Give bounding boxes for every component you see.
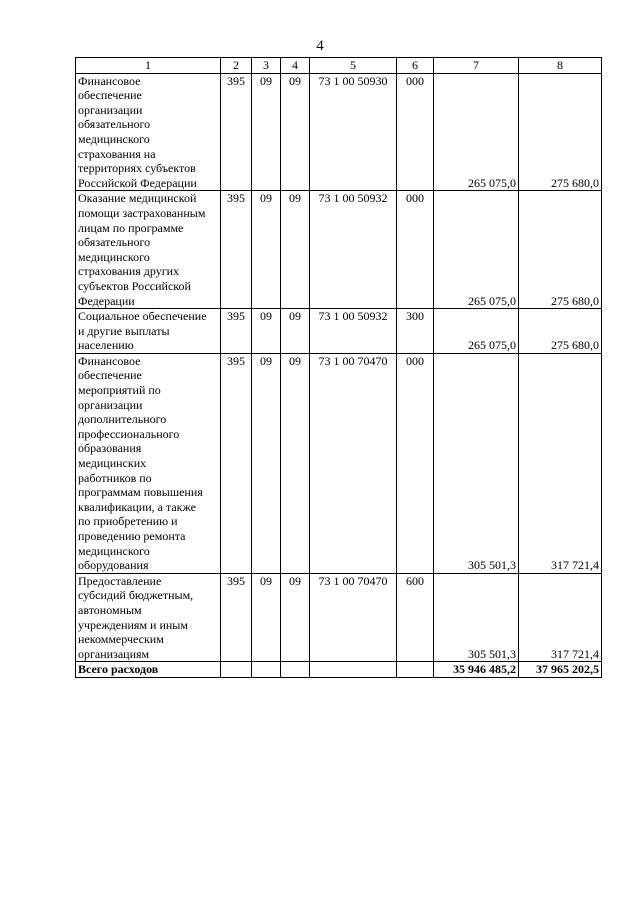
cell-admin-code: 395	[221, 309, 252, 354]
cell-subsection: 09	[281, 73, 310, 191]
column-header: 8	[519, 58, 602, 74]
table-header-row	[76, 58, 602, 74]
column-header: 7	[434, 58, 519, 74]
column-header: 4	[281, 58, 310, 74]
cell-amount-year2: 317 721,4	[519, 573, 602, 662]
cell-section: 09	[252, 191, 281, 309]
cell-expense-type: 000	[397, 191, 434, 309]
row-name: Социальное обеспечение и другие выплаты населению	[78, 309, 207, 353]
total-label: Всего расходов	[76, 662, 221, 678]
budget-table	[75, 57, 602, 678]
row-name: Финансовое обеспечение мероприятий по организации дополнительного профессионального образования медицинских работников по программам повышения квалификации, а также по приобретению и проведению ремонта медицинского оборудования	[78, 353, 203, 573]
table-row	[76, 73, 602, 191]
cell-subsection: 09	[281, 353, 310, 573]
cell-amount-year2: 317 721,4	[519, 353, 602, 573]
cell-expense-type: 600	[397, 573, 434, 662]
cell-section: 09	[252, 309, 281, 354]
cell-amount-year1: 265 075,0	[434, 73, 519, 191]
row-name: Оказание медицинской помощи застрахованным лицам по программе обязательного медицинского страхования других субъектов Российской Федерации	[78, 191, 206, 308]
column-header: 3	[252, 58, 281, 74]
column-header: 6	[397, 58, 434, 74]
cell-subsection: 09	[281, 191, 310, 309]
cell-expense-type: 000	[397, 73, 434, 191]
column-header: 2	[221, 58, 252, 74]
cell-target-article: 73 1 00 50930	[310, 73, 397, 191]
cell-admin-code: 395	[221, 73, 252, 191]
cell-amount-year2: 275 680,0	[519, 73, 602, 191]
cell-amount-year2: 275 680,0	[519, 191, 602, 309]
row-name: Предоставление субсидий бюджетным, автономным учреждениям и иным некоммерческим организациям	[78, 573, 194, 661]
cell-expense-type: 300	[397, 309, 434, 354]
cell-admin-code: 395	[221, 573, 252, 662]
table-row	[76, 353, 602, 573]
column-header: 1	[76, 58, 221, 74]
page-number: 4	[316, 38, 324, 54]
cell-amount-year1: 265 075,0	[434, 309, 519, 354]
total-amount-year1: 35 946 485,2	[434, 662, 519, 678]
cell-amount-year1: 265 075,0	[434, 191, 519, 309]
cell-section: 09	[252, 73, 281, 191]
cell-section: 09	[252, 353, 281, 573]
column-header: 5	[310, 58, 397, 74]
table-row	[76, 191, 602, 309]
cell-expense-type: 000	[397, 353, 434, 573]
cell-admin-code: 395	[221, 353, 252, 573]
cell-subsection: 09	[281, 573, 310, 662]
table-row	[76, 573, 602, 662]
cell-target-article: 73 1 00 50932	[310, 309, 397, 354]
cell-section: 09	[252, 573, 281, 662]
cell-amount-year1: 305 501,3	[434, 573, 519, 662]
cell-target-article: 73 1 00 70470	[310, 573, 397, 662]
total-row	[76, 662, 602, 678]
cell-target-article: 73 1 00 50932	[310, 191, 397, 309]
cell-amount-year2: 275 680,0	[519, 309, 602, 354]
total-amount-year2: 37 965 202,5	[519, 662, 602, 678]
cell-subsection: 09	[281, 309, 310, 354]
row-name: Финансовое обеспечение организации обязательного медицинского страхования на территориях субъектов Российской Федерации	[78, 73, 197, 190]
cell-admin-code: 395	[221, 191, 252, 309]
cell-target-article: 73 1 00 70470	[310, 353, 397, 573]
table-row	[76, 309, 602, 354]
cell-amount-year1: 305 501,3	[434, 353, 519, 573]
